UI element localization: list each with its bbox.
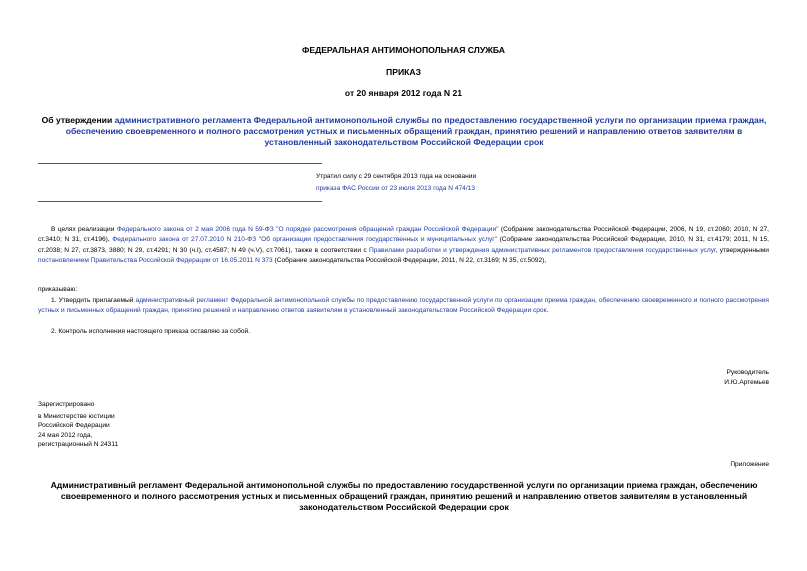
law-210fz-link[interactable]: Федерального закона от 27.07.2010 N 210-ФЗ "Об организации предоставления государственных и муниципальных услуг" bbox=[112, 236, 497, 244]
regulation-link[interactable]: административный регламент Федеральной антимонопольной службы по предоставлению государственной услуги по организации приема граждан, обеспечению своевременного и полного рассмотрения устных и письменных обращений граждан, принятию решений и направлению ответов заявителям в установленный законодательством Российской Федерации срок bbox=[38, 297, 769, 315]
status-note bbox=[316, 172, 776, 193]
preamble-text-1: В целях реализации bbox=[51, 226, 117, 233]
order-item-2 bbox=[38, 327, 769, 337]
agency-heading: ФЕДЕРАЛЬНАЯ АНТИМОНОПОЛЬНАЯ СЛУЖБА bbox=[302, 45, 505, 55]
title-regulation-link[interactable]: административного регламента Федеральной антимонопольной службы по предоставлению государственной услуги по организации приема граждан, обеспечению своевременного и полного рассмотрения устных и письменных обращений граждан, принятию решений и направлению ответов заявителям в установленный законодательством Российской Федерации срок bbox=[65, 115, 767, 147]
signature-name: И.Ю.Артемьев bbox=[724, 378, 769, 386]
preamble-text-2: (Собрание законодательства Российской Федерации, 2006, N 19, ст.2060; 2010, N 27, ст.3410; N 31, ст.4196), bbox=[38, 226, 769, 244]
signature-role: Руководитель bbox=[726, 369, 769, 376]
item2-text: 2. Контроль исполнения настоящего приказа оставляю за собой. bbox=[51, 328, 251, 335]
repeal-order-link[interactable]: приказа ФАС России от 23 июля 2013 года N 474/13 bbox=[316, 184, 476, 192]
registration-line-1: Зарегистрировано bbox=[38, 401, 95, 408]
preamble-text-4: , утвержденными bbox=[715, 246, 769, 254]
preamble-text-3: (Собрание законодательства Российской Федерации, 2010, N 31, ст.4179; 2011, N 15, ст.2038; N 27, ст.3873, 3880; N 29, ст.4291; N 30 (ч.I), ст.4587; N 49 (ч.V), ст.7061), также в соответствии с bbox=[38, 236, 769, 254]
appendix-label: Приложение bbox=[730, 461, 769, 468]
status-note-text: Утратил силу с 29 сентября 2013 года на основании bbox=[316, 173, 477, 180]
separator-line-1 bbox=[38, 163, 322, 164]
item1-text-1: 1. Утвердить прилагаемый bbox=[51, 297, 136, 304]
preamble-text-5: (Собрание законодательства Российской Федерации, 2011, N 22, ст.3169; N 35, ст.5092), bbox=[272, 257, 547, 265]
rules-link[interactable]: Правилами разработки и утверждения административных регламентов предоставления государственных услуг bbox=[368, 246, 716, 254]
registration-line-4: 24 мая 2012 года, bbox=[38, 431, 93, 439]
signature-block bbox=[500, 368, 769, 387]
registration-line-5: регистрационный N 24311 bbox=[38, 441, 119, 449]
law-59fz-link[interactable]: Федерального закона от 2 мая 2006 года N 59-ФЗ "О порядке рассмотрения обращений граждан Российской Федерации" bbox=[116, 226, 499, 233]
separator-line-2 bbox=[38, 201, 322, 202]
date-number-heading: от 20 января 2012 года N 21 bbox=[344, 88, 463, 98]
preamble-paragraph bbox=[38, 225, 769, 267]
title-prefix: Об утверждении bbox=[41, 115, 115, 125]
appendix-title: Административный регламент Федеральной антимонопольной службы по предоставлению государственной услуги по организации приема граждан, обеспечению своевременного и полного рассмотрения устных и письменных обращений граждан, принятию решений и направлению ответов заявителям в установленный законодательством Российской Федерации срок bbox=[50, 480, 758, 512]
registration-line-2: в Министерстве юстиции bbox=[38, 412, 115, 420]
resolution-373-link[interactable]: постановлением Правительства Российской Федерации от 16.05.2011 N 373 bbox=[38, 257, 273, 265]
order-item-1 bbox=[38, 296, 769, 317]
registration-line-3: Российской Федерации bbox=[38, 422, 110, 430]
document-title bbox=[36, 115, 772, 148]
doc-type-heading: ПРИКАЗ bbox=[386, 67, 421, 77]
order-word: приказываю: bbox=[38, 286, 78, 293]
registration-block bbox=[38, 400, 338, 450]
item1-text-2: . bbox=[546, 307, 549, 315]
